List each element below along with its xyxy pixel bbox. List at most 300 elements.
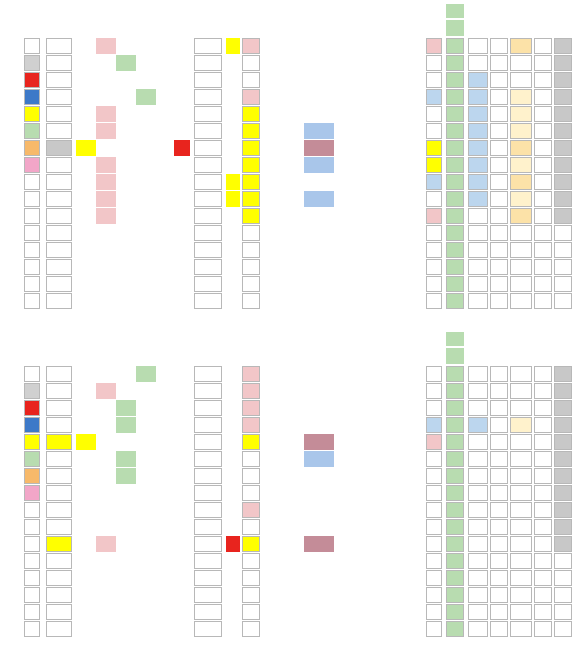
cell-aida (554, 208, 572, 224)
empty-cell-kai2 (534, 604, 552, 620)
cell-arrow (158, 89, 174, 105)
cell-dash (226, 383, 240, 399)
cell-noh (46, 174, 72, 190)
cell-ta (304, 89, 334, 105)
empty-cell-pp (510, 276, 532, 292)
cell-kishu (336, 191, 378, 207)
cell-d (136, 106, 156, 122)
cell-c (116, 89, 136, 105)
cell-shirushi (194, 174, 222, 190)
cell-mae (242, 485, 260, 501)
empty-cell-w (24, 259, 40, 275)
cell-shirushi (194, 191, 222, 207)
cell-ta (304, 157, 334, 173)
cell-konso (380, 123, 424, 139)
cell-konso (380, 417, 424, 433)
header-noh (46, 348, 72, 364)
cell-a (76, 536, 96, 552)
empty-cell-kai (490, 293, 508, 309)
cell-kp (468, 451, 488, 467)
cell-kyaku (174, 451, 190, 467)
cell-a (76, 383, 96, 399)
cell-kishu (336, 417, 378, 433)
header-b (96, 20, 116, 36)
cell-shirushi (194, 400, 222, 416)
cell-shirushi (194, 89, 222, 105)
empty-cell-kai (490, 276, 508, 292)
empty-cell-aida (554, 242, 572, 258)
cell-kyori (446, 519, 464, 535)
cell-noh (46, 38, 72, 54)
cell-kai2 (534, 451, 552, 467)
cell-dash (226, 140, 240, 156)
cell-noh (46, 123, 72, 139)
empty-cell-pp (510, 604, 532, 620)
cell-kyori (446, 157, 464, 173)
cell-kyori (446, 536, 464, 552)
header-kyori (446, 348, 464, 364)
cell-kp (468, 519, 488, 535)
empty-cell-mae (242, 604, 260, 620)
empty-cell-chaku (426, 293, 442, 309)
cell-kai (490, 38, 508, 54)
cell-d (136, 502, 156, 518)
cell-kai (490, 451, 508, 467)
cell-pp (510, 502, 532, 518)
header-shirushi (194, 348, 222, 364)
cell-arrow (158, 191, 174, 207)
cell-b (96, 72, 116, 88)
cell-w (24, 72, 40, 88)
cell-kai (490, 519, 508, 535)
cell-kai (490, 434, 508, 450)
header-kari (262, 348, 302, 364)
empty-cell-shirushi (194, 587, 222, 603)
cell-kishu (336, 123, 378, 139)
cell-dash (226, 417, 240, 433)
cell-a (76, 208, 96, 224)
cell-mae (242, 536, 260, 552)
cell-shirushi (194, 468, 222, 484)
cell-kyaku (174, 191, 190, 207)
cell-konso (380, 434, 424, 450)
cell-kai (490, 89, 508, 105)
cell-kishu (336, 519, 378, 535)
cell-konso (380, 468, 424, 484)
empty-cell-kyori (446, 621, 464, 637)
header-arrow (158, 20, 174, 36)
cell-aida (554, 434, 572, 450)
empty-cell-kp (468, 570, 488, 586)
empty-cell-shirushi (194, 621, 222, 637)
cell-kishu (336, 536, 378, 552)
cell-ta (304, 417, 334, 433)
cell-c (116, 519, 136, 535)
empty-cell-chaku (426, 604, 442, 620)
empty-cell-pp (510, 570, 532, 586)
cell-kyaku (174, 123, 190, 139)
cell-kai (490, 383, 508, 399)
cell-kyaku (174, 366, 190, 382)
cell-arrow (158, 123, 174, 139)
cell-mae (242, 383, 260, 399)
cell-chaku (426, 174, 442, 190)
cell-pp (510, 55, 532, 71)
cell-b (96, 208, 116, 224)
cell-c (116, 485, 136, 501)
cell-dash (226, 468, 240, 484)
cell-d (136, 366, 156, 382)
cell-b (96, 55, 116, 71)
cell-pp (510, 72, 532, 88)
cell-mae (242, 106, 260, 122)
cell-kishu (336, 502, 378, 518)
cell-aida (554, 383, 572, 399)
cell-kyori (446, 55, 464, 71)
cell-kai (490, 106, 508, 122)
empty-cell-chaku (426, 225, 442, 241)
empty-cell-kai (490, 553, 508, 569)
cell-kyaku (174, 72, 190, 88)
cell-pp (510, 140, 532, 156)
cell-shirushi (194, 106, 222, 122)
cell-kyori (446, 140, 464, 156)
cell-w (24, 55, 40, 71)
cell-kyori (446, 208, 464, 224)
cell-c (116, 208, 136, 224)
cell-mae (242, 519, 260, 535)
cell-chaku (426, 417, 442, 433)
empty-cell-shirushi (194, 570, 222, 586)
cell-noh (46, 417, 72, 433)
cell-d (136, 140, 156, 156)
cell-a (76, 366, 96, 382)
cell-aida (554, 89, 572, 105)
cell-mae (242, 72, 260, 88)
cell-dash (226, 502, 240, 518)
cell-w (24, 157, 40, 173)
cell-chaku (426, 191, 442, 207)
cell-d (136, 451, 156, 467)
cell-w (24, 383, 40, 399)
cell-w (24, 208, 40, 224)
empty-cell-kyori (446, 276, 464, 292)
empty-cell-kai2 (534, 621, 552, 637)
cell-pp (510, 191, 532, 207)
cell-aida (554, 502, 572, 518)
cell-arrow (158, 468, 174, 484)
cell-arrow (158, 400, 174, 416)
cell-kari (262, 502, 302, 518)
cell-dash (226, 72, 240, 88)
empty-cell-kai2 (534, 293, 552, 309)
cell-kyaku (174, 208, 190, 224)
header-konso (380, 348, 424, 364)
cell-shirushi (194, 485, 222, 501)
cell-d (136, 123, 156, 139)
cell-a (76, 72, 96, 88)
cell-konso (380, 72, 424, 88)
cell-mae (242, 417, 260, 433)
empty-cell-kai (490, 242, 508, 258)
cell-kishu (336, 400, 378, 416)
cell-a (76, 451, 96, 467)
cell-dash (226, 38, 240, 54)
cell-a (76, 106, 96, 122)
cell-pp (510, 38, 532, 54)
cell-chaku (426, 123, 442, 139)
cell-kai2 (534, 383, 552, 399)
cell-w (24, 174, 40, 190)
cell-kp (468, 140, 488, 156)
cell-chaku (426, 400, 442, 416)
cell-noh (46, 366, 72, 382)
empty-cell-chaku (426, 587, 442, 603)
cell-c (116, 157, 136, 173)
cell-chaku (426, 208, 442, 224)
cell-shirushi (194, 38, 222, 54)
cell-kari (262, 536, 302, 552)
cell-dash (226, 55, 240, 71)
cell-kai (490, 174, 508, 190)
cell-d (136, 55, 156, 71)
cell-arrow (158, 536, 174, 552)
cell-noh (46, 55, 72, 71)
header-kp (468, 348, 488, 364)
cell-aida (554, 38, 572, 54)
cell-kai2 (534, 55, 552, 71)
cell-noh (46, 468, 72, 484)
empty-cell-mae (242, 276, 260, 292)
cell-arrow (158, 140, 174, 156)
cell-aida (554, 55, 572, 71)
cell-kai (490, 55, 508, 71)
empty-cell-kp (468, 276, 488, 292)
empty-cell-mae (242, 621, 260, 637)
cell-konso (380, 38, 424, 54)
cell-kp (468, 55, 488, 71)
cell-shirushi (194, 417, 222, 433)
cell-aida (554, 468, 572, 484)
cell-arrow (158, 485, 174, 501)
header-kyori (446, 20, 464, 36)
cell-d (136, 468, 156, 484)
cell-dash (226, 174, 240, 190)
cell-shirushi (194, 502, 222, 518)
cell-kyori (446, 38, 464, 54)
empty-cell-shirushi (194, 242, 222, 258)
empty-cell-kyori (446, 293, 464, 309)
cell-mae (242, 366, 260, 382)
cell-chaku (426, 485, 442, 501)
cell-kai2 (534, 485, 552, 501)
cell-kai2 (534, 536, 552, 552)
header-ta (304, 348, 334, 364)
cell-kp (468, 106, 488, 122)
cell-arrow (158, 451, 174, 467)
cell-arrow (158, 106, 174, 122)
cell-noh (46, 451, 72, 467)
cell-w (24, 123, 40, 139)
cell-a (76, 502, 96, 518)
cell-c (116, 55, 136, 71)
cell-aida (554, 72, 572, 88)
cell-kari (262, 400, 302, 416)
cell-kyaku (174, 468, 190, 484)
cell-kishu (336, 174, 378, 190)
cell-pp (510, 383, 532, 399)
cell-aida (554, 366, 572, 382)
cell-konso (380, 485, 424, 501)
cell-kp (468, 417, 488, 433)
cell-noh (46, 191, 72, 207)
header-c (116, 348, 136, 364)
empty-cell-w (24, 553, 40, 569)
cell-chaku (426, 140, 442, 156)
cell-ta (304, 140, 334, 156)
cell-kai2 (534, 140, 552, 156)
empty-cell-aida (554, 604, 572, 620)
header-noh (46, 20, 72, 36)
cell-kp (468, 208, 488, 224)
cell-kishu (336, 383, 378, 399)
cell-kyori (446, 400, 464, 416)
cell-pp (510, 434, 532, 450)
cell-kishu (336, 451, 378, 467)
cell-kari (262, 140, 302, 156)
cell-kyori (446, 123, 464, 139)
empty-cell-pp (510, 293, 532, 309)
cell-kari (262, 174, 302, 190)
cell-a (76, 38, 96, 54)
cell-pp (510, 536, 532, 552)
cell-aida (554, 106, 572, 122)
cell-pp (510, 106, 532, 122)
cell-ta (304, 451, 334, 467)
cell-noh (46, 157, 72, 173)
empty-cell-w (24, 225, 40, 241)
cell-shirushi (194, 451, 222, 467)
cell-konso (380, 174, 424, 190)
cell-dash (226, 106, 240, 122)
cell-arrow (158, 72, 174, 88)
cell-kyori (446, 434, 464, 450)
cell-aida (554, 485, 572, 501)
cell-d (136, 38, 156, 54)
header-a (76, 348, 96, 364)
cell-c (116, 106, 136, 122)
empty-cell-kai (490, 604, 508, 620)
cell-w (24, 417, 40, 433)
cell-kai2 (534, 123, 552, 139)
top-kyori-value (446, 332, 464, 346)
cell-a (76, 468, 96, 484)
empty-cell-w (24, 293, 40, 309)
cell-kari (262, 89, 302, 105)
cell-kai (490, 502, 508, 518)
cell-kai (490, 191, 508, 207)
cell-kai2 (534, 157, 552, 173)
cell-shirushi (194, 157, 222, 173)
cell-arrow (158, 434, 174, 450)
cell-kai (490, 468, 508, 484)
empty-cell-mae (242, 570, 260, 586)
empty-cell-noh (46, 259, 72, 275)
cell-chaku (426, 89, 442, 105)
empty-cell-shirushi (194, 604, 222, 620)
empty-cell-kp (468, 604, 488, 620)
empty-cell-aida (554, 259, 572, 275)
cell-c (116, 191, 136, 207)
empty-cell-mae (242, 587, 260, 603)
cell-shirushi (194, 434, 222, 450)
empty-cell-kai (490, 587, 508, 603)
cell-kai2 (534, 106, 552, 122)
cell-c (116, 468, 136, 484)
cell-kyori (446, 89, 464, 105)
cell-mae (242, 157, 260, 173)
empty-cell-kyori (446, 570, 464, 586)
header-c (116, 20, 136, 36)
cell-noh (46, 140, 72, 156)
cell-w (24, 485, 40, 501)
cell-noh (46, 208, 72, 224)
cell-dash (226, 191, 240, 207)
cell-konso (380, 366, 424, 382)
header-pp (510, 20, 532, 36)
cell-kari (262, 468, 302, 484)
empty-cell-chaku (426, 553, 442, 569)
cell-noh (46, 72, 72, 88)
cell-chaku (426, 72, 442, 88)
cell-kyori (446, 468, 464, 484)
empty-cell-kai2 (534, 242, 552, 258)
cell-kp (468, 434, 488, 450)
cell-aida (554, 451, 572, 467)
cell-kai2 (534, 174, 552, 190)
header-aida (554, 348, 572, 364)
cell-kyori (446, 72, 464, 88)
cell-aida (554, 157, 572, 173)
cell-dash (226, 366, 240, 382)
cell-dash (226, 451, 240, 467)
cell-kai (490, 417, 508, 433)
cell-kyaku (174, 38, 190, 54)
empty-cell-kai (490, 570, 508, 586)
cell-d (136, 519, 156, 535)
cell-mae (242, 208, 260, 224)
empty-cell-pp (510, 621, 532, 637)
cell-kyaku (174, 519, 190, 535)
cell-mae (242, 400, 260, 416)
empty-cell-kai2 (534, 553, 552, 569)
empty-cell-kp (468, 553, 488, 569)
cell-kai (490, 157, 508, 173)
cell-w (24, 106, 40, 122)
cell-kyori (446, 451, 464, 467)
cell-konso (380, 106, 424, 122)
cell-kai (490, 536, 508, 552)
empty-cell-kai2 (534, 587, 552, 603)
header-b (96, 348, 116, 364)
cell-kishu (336, 140, 378, 156)
cell-dash (226, 400, 240, 416)
cell-arrow (158, 174, 174, 190)
cell-kyori (446, 366, 464, 382)
cell-kyaku (174, 536, 190, 552)
cell-w (24, 140, 40, 156)
cell-kyaku (174, 174, 190, 190)
